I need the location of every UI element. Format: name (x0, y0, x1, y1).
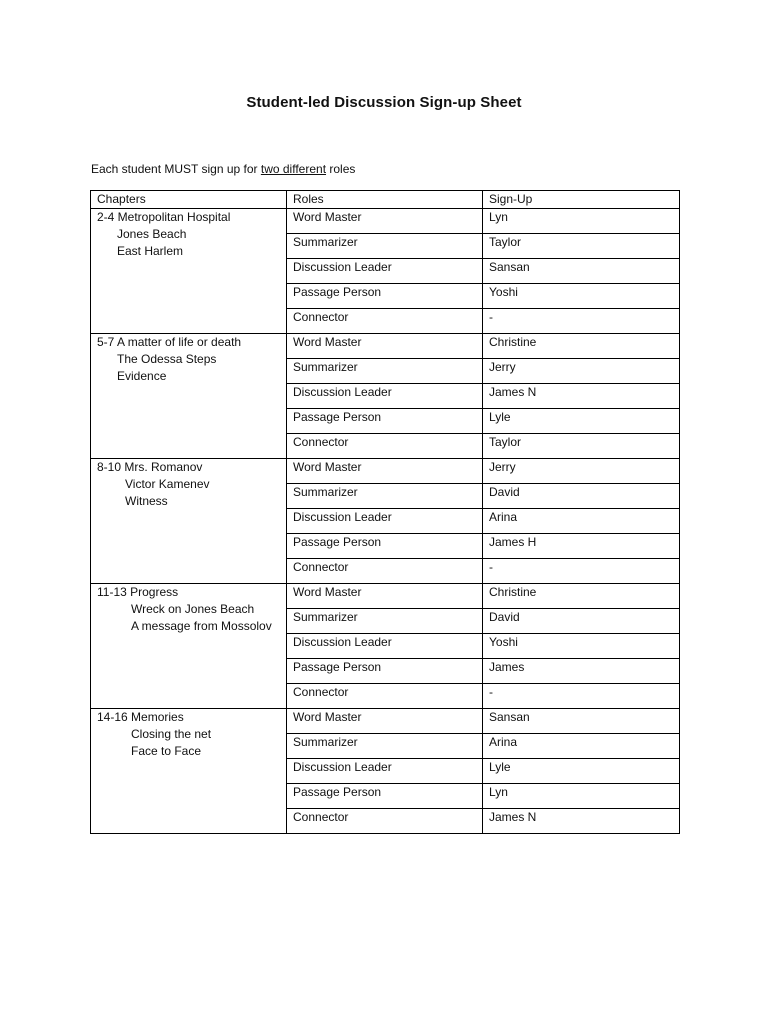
header-chapters: Chapters (91, 191, 287, 209)
role-cell: Word Master (287, 709, 483, 734)
role-cell: Summarizer (287, 359, 483, 384)
instructions-suffix: roles (326, 162, 356, 176)
role-cell: Word Master (287, 459, 483, 484)
signup-cell: Arina (483, 509, 680, 534)
signup-cell: Sansan (483, 259, 680, 284)
role-cell: Word Master (287, 584, 483, 609)
chapter-line: Evidence (117, 369, 167, 383)
signup-cell: - (483, 684, 680, 709)
table-header-row (91, 191, 680, 209)
signup-cell: Lyn (483, 784, 680, 809)
chapter-line: 14-16 Memories (97, 710, 184, 724)
role-cell: Discussion Leader (287, 509, 483, 534)
signup-cell: Sansan (483, 709, 680, 734)
signup-cell: Jerry (483, 459, 680, 484)
chapter-line: Victor Kamenev (125, 477, 210, 491)
signup-cell: David (483, 484, 680, 509)
chapter-cell (91, 584, 287, 709)
role-cell: Summarizer (287, 234, 483, 259)
role-cell: Connector (287, 684, 483, 709)
chapter-line: The Odessa Steps (117, 352, 217, 366)
role-cell: Connector (287, 309, 483, 334)
role-cell: Passage Person (287, 284, 483, 309)
signup-cell: James (483, 659, 680, 684)
role-cell: Passage Person (287, 784, 483, 809)
signup-cell: Yoshi (483, 634, 680, 659)
chapter-cell (91, 334, 287, 459)
chapter-line: 5-7 A matter of life or death (97, 335, 242, 349)
chapter-line: 8-10 Mrs. Romanov (97, 460, 203, 474)
signup-cell: James N (483, 384, 680, 409)
chapter-line: Face to Face (131, 744, 202, 758)
chapter-line: East Harlem (117, 244, 184, 258)
role-cell: Passage Person (287, 534, 483, 559)
signup-cell: Lyle (483, 759, 680, 784)
chapter-line: Closing the net (131, 727, 212, 741)
role-cell: Discussion Leader (287, 384, 483, 409)
role-cell: Connector (287, 809, 483, 834)
instructions-prefix: Each student MUST sign up for (91, 162, 261, 176)
role-cell: Summarizer (287, 609, 483, 634)
header-roles: Roles (287, 191, 483, 209)
signup-cell: Yoshi (483, 284, 680, 309)
role-cell: Connector (287, 434, 483, 459)
signup-cell: Christine (483, 334, 680, 359)
signup-cell: James H (483, 534, 680, 559)
role-cell: Discussion Leader (287, 634, 483, 659)
role-cell: Summarizer (287, 734, 483, 759)
header-signup: Sign-Up (483, 191, 680, 209)
signup-cell: Lyle (483, 409, 680, 434)
signup-cell: Christine (483, 584, 680, 609)
chapter-line: Wreck on Jones Beach (131, 602, 255, 616)
chapter-line: A message from Mossolov (131, 619, 272, 633)
role-cell: Passage Person (287, 409, 483, 434)
document-title: Student-led Discussion Sign-up Sheet (246, 94, 522, 111)
chapter-line: 11-13 Progress (97, 585, 179, 599)
role-cell: Summarizer (287, 484, 483, 509)
chapter-cell (91, 709, 287, 834)
role-cell: Word Master (287, 334, 483, 359)
role-cell: Discussion Leader (287, 259, 483, 284)
role-cell: Connector (287, 559, 483, 584)
chapter-line: Jones Beach (117, 227, 187, 241)
signup-cell: Lyn (483, 209, 680, 234)
signup-cell: Arina (483, 734, 680, 759)
instructions-text (91, 162, 355, 176)
signup-cell: James N (483, 809, 680, 834)
signup-cell: Taylor (483, 434, 680, 459)
table-row (91, 709, 680, 734)
chapter-cell (91, 459, 287, 584)
chapter-line: 2-4 Metropolitan Hospital (97, 210, 231, 224)
table-row (91, 584, 680, 609)
signup-cell: Jerry (483, 359, 680, 384)
chapter-cell (91, 209, 287, 334)
signup-table (90, 190, 680, 834)
signup-cell: David (483, 609, 680, 634)
role-cell: Discussion Leader (287, 759, 483, 784)
signup-cell: Taylor (483, 234, 680, 259)
instructions-emphasis: two different (260, 162, 327, 176)
table-row (91, 459, 680, 484)
table-row (91, 209, 680, 234)
signup-cell: - (483, 309, 680, 334)
role-cell: Word Master (287, 209, 483, 234)
role-cell: Passage Person (287, 659, 483, 684)
signup-cell: - (483, 559, 680, 584)
chapter-line: Witness (125, 494, 168, 508)
table-row (91, 334, 680, 359)
